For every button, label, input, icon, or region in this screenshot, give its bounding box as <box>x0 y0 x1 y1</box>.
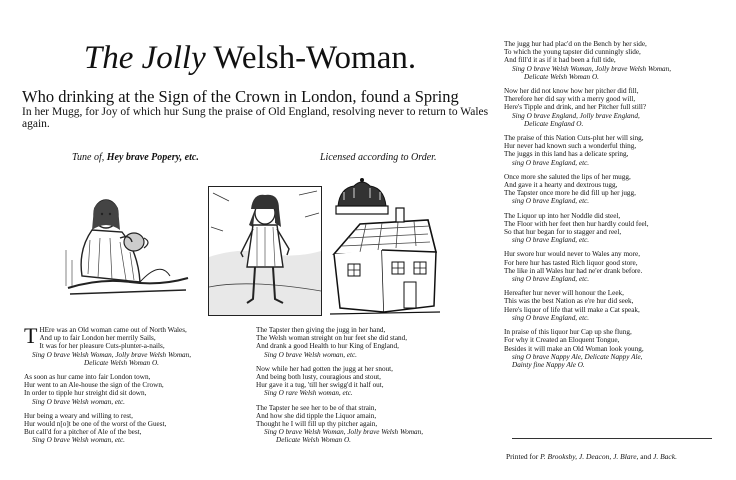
verse-line: Thought he I will fill up thy pitcher again, <box>256 420 378 429</box>
verse-line: Hur went to an Ale-house the sign of the Crown, <box>24 381 164 390</box>
verse-line: The praise of this Nation Cuts-plut her will sing, <box>504 134 644 143</box>
licensed-note: Licensed according to Order. <box>320 152 437 163</box>
verse-line: Hereafter hur never will honour the Leek, <box>504 289 624 298</box>
stanza <box>256 365 486 398</box>
verse-line: But call'd for a pitcher of Ale of the best, <box>24 428 142 437</box>
refrain-line: Sing O brave Welsh Woman, Jolly brave Welsh Woman, <box>512 64 672 73</box>
woodcut-seated-woman <box>60 190 190 300</box>
verse-line: The Welsh woman streight on hur feet she did stand, <box>256 334 407 343</box>
verse-line: The Tapster then giving the jugg in her hand, <box>256 326 386 334</box>
woodcut-standing-man <box>208 186 322 316</box>
refrain-line: Sing O brave Welsh Woman, Jolly brave Welsh Woman, <box>32 350 192 359</box>
refrain-line: Sing O brave Welsh woman, etc. <box>264 350 357 359</box>
drop-cap: T <box>24 323 38 348</box>
verse-column-1 <box>24 323 254 451</box>
refrain-line: sing O brave England, etc. <box>512 313 590 322</box>
verse-line: The Liquor up into her Noddle did steel, <box>504 211 621 220</box>
verse-line: Hur would n[o]t be one of the worst of the Guest, <box>24 420 167 429</box>
verse-line: So that hur began for to stagger and reel, <box>504 228 622 237</box>
title-main-part: Welsh-Woman. <box>213 40 417 76</box>
verse-line: HEre was an Old woman came out of North Wales, <box>39 326 187 334</box>
title-italic-part: The Jolly <box>83 40 206 76</box>
verse-line: And being both lusty, couragious and stout, <box>256 373 381 382</box>
refrain-line: Delicate England O. <box>524 119 584 128</box>
subtitle-lead: Who drinking at the Sign of the Crown in London, found a Spring <box>22 87 459 106</box>
refrain-line: sing O brave England, etc. <box>512 197 590 206</box>
stanza <box>504 40 732 81</box>
verse-line: The juggs in this land has a delicate spring, <box>504 150 629 159</box>
verse-line: The jugg hur had plac'd on the Bench by her side, <box>504 40 647 48</box>
stanza <box>504 328 732 369</box>
stanza <box>504 250 732 283</box>
refrain-line: sing O brave Nappy Ale, Delicate Nappy Ale, <box>512 352 643 361</box>
stanza <box>256 326 486 359</box>
stanza <box>24 412 254 445</box>
verse-line: The like in all Wales hur had ne'er drank before. <box>504 266 643 275</box>
crown-icon <box>336 178 388 214</box>
verse-line: The Tapster once more he did fill up her jugg, <box>504 189 636 198</box>
verse-line: For why it Created an Eloquent Tongue, <box>504 336 620 345</box>
printer-names: P. Brooksby, J. Deacon, J. Blare, <box>540 452 639 461</box>
verse-line: In praise of this liquor hur Cap up she flung, <box>504 328 632 337</box>
verse-line: And up to fair London her merrily Sails, <box>39 334 156 343</box>
tune-prefix: Tune of, <box>72 152 105 163</box>
stanza <box>504 87 732 128</box>
stanza <box>504 134 732 167</box>
verse-line: Now while her had gotten the jugg at her snout, <box>256 364 393 373</box>
verse-line: And how she did tipple the Liquor amain, <box>256 411 377 420</box>
printer-prefix: Printed for <box>506 452 539 461</box>
verse-line: And gave it a hearty and dextrous tugg, <box>504 181 618 190</box>
verse-line: Once more she saluted the lips of her mugg, <box>504 172 631 181</box>
stanza <box>24 373 254 406</box>
refrain-line: Sing O brave England, Jolly brave England, <box>512 111 640 120</box>
verse-line: Now her did not know how her pitcher did fill, <box>504 87 639 96</box>
verse-line: Hur gave it a tug, 'till her swigg'd it half out, <box>256 381 384 390</box>
woodcut-crown-house <box>330 178 440 318</box>
verse-line: For here hur has tasted Rich liquor good store, <box>504 258 638 267</box>
tune-name: Hey brave Popery, etc. <box>106 152 199 163</box>
verse-line: And drank a good Health to hur King of England, <box>256 342 399 351</box>
verse-line: In order to tipple hur streight did sit down, <box>24 389 147 398</box>
verse-line: To which the young tapster did cunningly slide, <box>504 48 641 57</box>
refrain-line: Sing O brave Welsh woman, etc. <box>32 436 125 445</box>
verse-column-2 <box>256 326 486 451</box>
stanza <box>504 173 732 206</box>
verse-line: This was the best Nation as e're hur did seek, <box>504 297 634 306</box>
refrain-line: Delicate Welsh Woman O. <box>524 72 599 81</box>
verse-line: As soon as hur came into fair London town, <box>24 373 151 382</box>
stanza <box>504 289 732 322</box>
refrain-line: Sing O brave Welsh Woman, Jolly brave Welsh Woman, <box>264 428 424 437</box>
divider-rule <box>512 438 712 439</box>
tune-line <box>72 152 199 163</box>
printer-last: J. Back. <box>653 452 677 461</box>
refrain-line: sing O brave England, etc. <box>512 158 590 167</box>
printer-conj: and <box>640 452 652 461</box>
verse-line: Besides it will make an Old Woman look young, <box>504 344 644 353</box>
verse-line: It was for her pleasure Cuts-plunter-a-nails, <box>39 342 165 351</box>
stanza <box>504 212 732 245</box>
verse-line: The Tapster he see her to be of that strain, <box>256 403 377 412</box>
page-title <box>0 40 500 76</box>
verse-line: Hur swore hur would never to Wales any more, <box>504 250 641 259</box>
verse-line: The Floor with her feet then hur hardly could feel, <box>504 219 649 228</box>
verse-line: Hur never had known such a wonderful thing, <box>504 142 637 151</box>
verse-line: And fill'd it as if it had been a full tide, <box>504 56 616 65</box>
refrain-line: Sing O rare Welsh woman, etc. <box>264 389 353 398</box>
stanza <box>24 323 254 367</box>
verse-line: Here's Tipple and drink, and her Pitcher full still? <box>504 103 647 112</box>
verse-line: Therefore her did say with a merry good will, <box>504 95 636 104</box>
subtitle-rest: In her Mugg, for Joy of which hur Sung the praise of Old England, resolving never to return to Wales again. <box>22 106 489 130</box>
stanza <box>256 404 486 445</box>
refrain-line: Dainty fine Nappy Ale O. <box>512 360 585 369</box>
refrain-line: Sing O brave Welsh woman, etc. <box>32 397 125 406</box>
refrain-line: sing O brave England, etc. <box>512 275 590 284</box>
refrain-line: sing O brave England, etc. <box>512 236 590 245</box>
verse-column-3 <box>504 40 732 375</box>
printer-imprint <box>506 452 677 461</box>
house-icon <box>330 208 440 314</box>
refrain-line: Delicate Welsh Woman O. <box>276 436 351 445</box>
verse-line: Hur being a weary and willing to rest, <box>24 411 133 420</box>
verse-line: Here's liquor of life that will make a Cat speak, <box>504 305 640 314</box>
refrain-line: Delicate Welsh Woman O. <box>84 358 159 367</box>
